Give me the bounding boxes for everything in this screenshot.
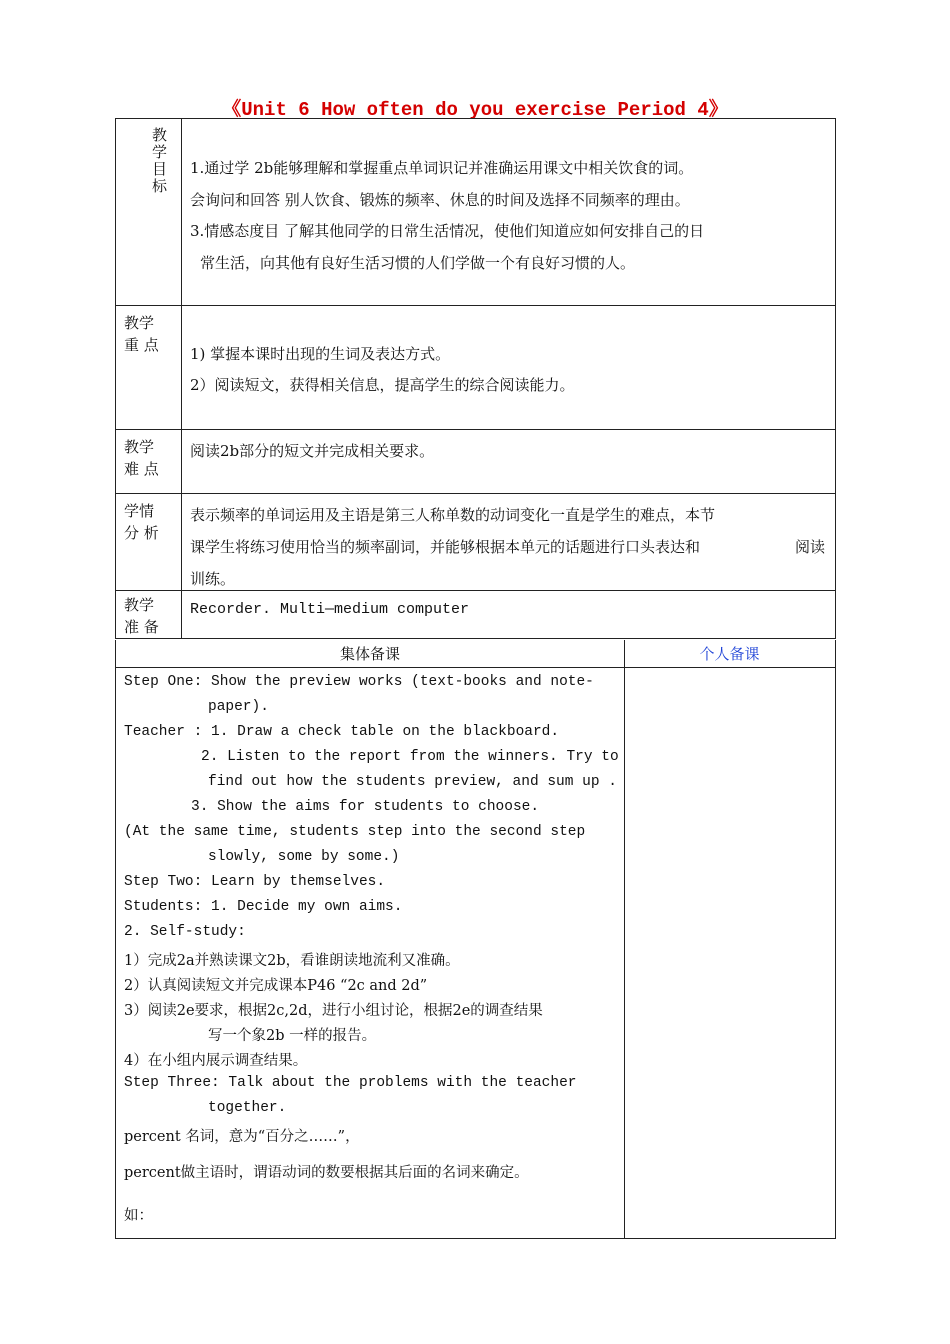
analysis-line-2: 课学生将练习使用恰当的频率副词，并能够根据本单元的话题进行口头表达和 <box>190 538 701 556</box>
body-line: Step Two: Learn by themselves. <box>124 874 386 890</box>
body-line: Students: 1. Decide my own aims. <box>124 899 403 915</box>
analysis-line-3: 训练。 <box>190 570 236 588</box>
body-line: 3）阅读2e要求，根据2c,2d，进行小组讨论，根据2e的调查结果 <box>124 1003 543 1019</box>
row-analysis <box>116 494 835 591</box>
lesson-info-table <box>115 118 836 639</box>
body-line: Teacher : 1. Draw a check table on the blackboard. <box>124 724 560 740</box>
collective-header: 集体备课 <box>116 640 624 668</box>
label-line-2: 分 析 <box>124 524 159 542</box>
label-line-1: 教学 <box>124 438 155 456</box>
label-key-points <box>116 306 182 429</box>
column-divider <box>624 640 625 1238</box>
key-line-1: 1) 掌握本课时出现的生词及表达方式。 <box>190 345 451 363</box>
body-line: 1）完成2a并熟读课文2b，看谁朗读地流利又准确。 <box>124 953 460 969</box>
goal-line-4: 常生活，向其他有良好生活习惯的人们学做一个有良好习惯的人。 <box>200 254 636 272</box>
content-preparation <box>182 591 835 638</box>
goal-line-1: 1.通过学 2b能够理解和掌握重点单词识记并准确运用课文中相关饮食的词。 <box>190 159 694 177</box>
label-teaching-goals <box>116 119 182 305</box>
body-line: 3. Show the aims for students to choose. <box>191 799 540 815</box>
body-line: Step Three: Talk about the problems with the teacher <box>124 1075 577 1091</box>
label-difficult-points <box>116 430 182 493</box>
lesson-plan-table <box>115 640 836 1239</box>
body-line: 2）认真阅读短文并完成课本P46 “2c and 2d” <box>124 978 428 994</box>
body-line: 如： <box>124 1208 153 1224</box>
label-text: 教学目标 <box>152 126 168 195</box>
label-line-1: 学情 <box>124 502 155 520</box>
body-line: percent做主语时，谓语动词的数要根据其后面的名词来确定。 <box>124 1165 529 1181</box>
label-line-1: 教学 <box>124 596 155 614</box>
label-line-1: 教学 <box>124 314 155 332</box>
row-key-points <box>116 306 835 430</box>
body-line: 2. Self-study: <box>124 924 246 940</box>
body-line: together. <box>208 1100 287 1116</box>
goal-line-2: 会询问和回答 别人饮食、锻炼的频率、休息的时间及选择不同频率的理由。 <box>190 191 690 209</box>
body-line: percent 名词，意为“百分之……”， <box>124 1129 360 1145</box>
label-line-2: 准 备 <box>124 618 159 636</box>
label-analysis <box>116 494 182 590</box>
body-line: Step One: Show the preview works (text-books and note- <box>124 674 594 690</box>
label-line-2: 难 点 <box>124 460 159 478</box>
content-key-points <box>182 306 835 429</box>
analysis-line-2-end: 阅读 <box>794 538 825 556</box>
body-line: 写一个象2b 一样的报告。 <box>208 1028 377 1044</box>
page-title: 《Unit 6 How often do you exercise Period 4》 <box>222 99 728 121</box>
body-line: find out how the students preview, and sum up . <box>208 774 617 790</box>
label-line-2: 重 点 <box>124 336 159 354</box>
row-preparation <box>116 591 835 638</box>
body-line: 4）在小组内展示调查结果。 <box>124 1053 308 1069</box>
content-difficult-points <box>182 430 835 493</box>
content-teaching-goals <box>182 119 835 305</box>
goal-line-3: 3.情感态度目 了解其他同学的日常生活情况，使他们知道应如何安排自己的日 <box>190 222 705 240</box>
difficult-line-1: 阅读2b部分的短文并完成相关要求。 <box>190 442 435 460</box>
personal-header: 个人备课 <box>624 640 835 668</box>
label-preparation <box>116 591 182 638</box>
prep-line-1: Recorder. Multi—medium computer <box>190 601 470 618</box>
body-line: slowly, some by some.) <box>208 849 400 865</box>
body-line: (At the same time, students step into the second step <box>124 824 586 840</box>
row-difficult-points <box>116 430 835 494</box>
row-teaching-goals <box>116 119 835 306</box>
content-analysis <box>182 494 835 590</box>
key-line-2: 2）阅读短文，获得相关信息，提高学生的综合阅读能力。 <box>190 376 575 394</box>
analysis-line-1: 表示频率的单词运用及主语是第三人称单数的动词变化一直是学生的难点，本节 <box>190 506 716 524</box>
body-line: paper). <box>208 699 269 715</box>
body-line: 2. Listen to the report from the winners. Try to <box>201 749 619 765</box>
